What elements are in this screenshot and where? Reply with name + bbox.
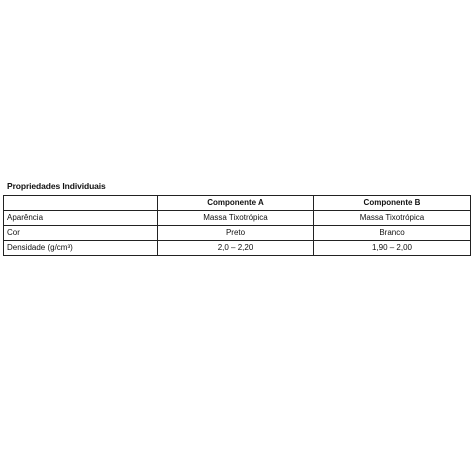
header-empty (4, 196, 158, 211)
header-component-b: Componente B (314, 196, 471, 211)
table-row (4, 226, 471, 241)
row-label: Aparência (4, 211, 158, 226)
component-a-value: Preto (158, 226, 314, 241)
table-header-row (4, 196, 471, 211)
header-component-a: Componente A (158, 196, 314, 211)
table-row (4, 211, 471, 226)
properties-table (3, 195, 471, 256)
component-b-value: Massa Tixotrópica (314, 211, 471, 226)
component-a-value: 2,0 – 2,20 (158, 241, 314, 256)
section-title: Propriedades Individuais (7, 181, 106, 191)
component-a-value: Massa Tixotrópica (158, 211, 314, 226)
row-label: Densidade (g/cm³) (4, 241, 158, 256)
row-label: Cor (4, 226, 158, 241)
table-row (4, 241, 471, 256)
component-b-value: 1,90 – 2,00 (314, 241, 471, 256)
component-b-value: Branco (314, 226, 471, 241)
